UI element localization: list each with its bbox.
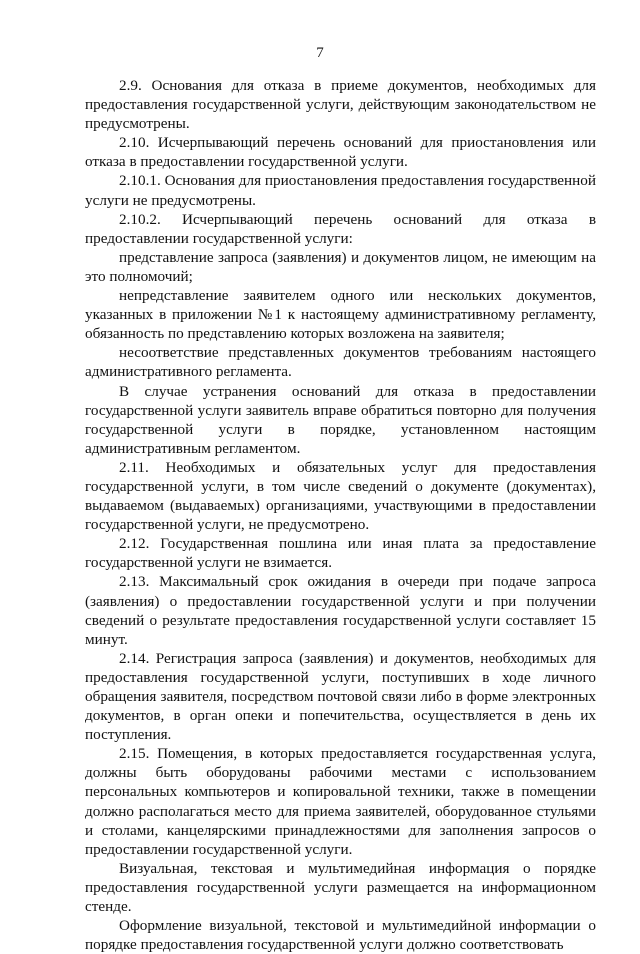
paragraph-2-12: 2.12. Государственная пошлина или иная плата за предоставление государственной услуги не взимается. — [85, 535, 596, 572]
paragraph-info-stand: Визуальная, текстовая и мультимедийная информация о порядке предоставления государственной услуги размещается на информационном стенде. — [85, 859, 596, 916]
paragraph-repeat-application: В случае устранения оснований для отказа в предоставлении государственной услуги заявитель вправе обратиться повторно для получения государственной услуги в порядке, установленном настоящим административным регламентом. — [85, 382, 596, 457]
paragraph-2-13: 2.13. Максимальный срок ожидания в очереди при подаче запроса (заявления) о предоставлении государственной услуги и при получении сведений о результате предоставления государственной услуги составляет 15 минут. — [85, 573, 596, 648]
paragraph-2-11: 2.11. Необходимых и обязательных услуг для предоставления государственной услуги, в том числе сведений о документе (документах), выдаваемом (выдаваемых) организациями, участвующими в предоставлении государственной услуги, не предусмотрено. — [85, 458, 596, 534]
paragraph-2-15: 2.15. Помещения, в которых предоставляется государственная услуга, должны быть оборудованы рабочими местами с использованием персональных компьютеров и копировальной техники, также в помещении должно располагаться место для приема заявителей, оборудованное стульями и столами, канцелярскими принадлежностями для заполнения запросов о предоставлении государственной услуги. — [85, 745, 596, 858]
paragraph-2-10-1: 2.10.1. Основания для приостановления предоставления государственной услуги не предусмотрены. — [85, 172, 596, 209]
document-body — [85, 76, 596, 954]
page-number: 7 — [316, 45, 324, 61]
paragraph-2-10-2: 2.10.2. Исчерпывающий перечень оснований для отказа в предоставлении государственной услуги: — [85, 210, 596, 247]
paragraph-2-9: 2.9. Основания для отказа в приеме документов, необходимых для предоставления государственной услуги, действующим законодательством не предусмотрены. — [85, 77, 596, 133]
paragraph-2-14: 2.14. Регистрация запроса (заявления) и документов, необходимых для предоставления государственной услуги, поступивших в ходе личного обращения заявителя, посредством почтовой связи либо в форме электронных документов, в орган опеки и попечительства, осуществляется в день их поступления. — [85, 649, 596, 744]
list-item-no-authority: представление запроса (заявления) и документов лицом, не имеющим на это полномочий; — [85, 248, 596, 285]
paragraph-2-10: 2.10. Исчерпывающий перечень оснований для приостановления или отказа в предоставлении государственной услуги. — [85, 134, 596, 171]
paragraph-info-design: Оформление визуальной, текстовой и мультимедийной информации о порядке предоставления государственной услуги должно соответствовать — [85, 917, 596, 954]
list-item-nonconforming-documents: несоответствие представленных документов требованиям настоящего административного регламента. — [85, 344, 596, 381]
list-item-missing-documents: непредставление заявителем одного или нескольких документов, указанных в приложении №1 к настоящему административному регламенту, обязанность по представлению которых возложена на заявителя; — [85, 287, 596, 343]
